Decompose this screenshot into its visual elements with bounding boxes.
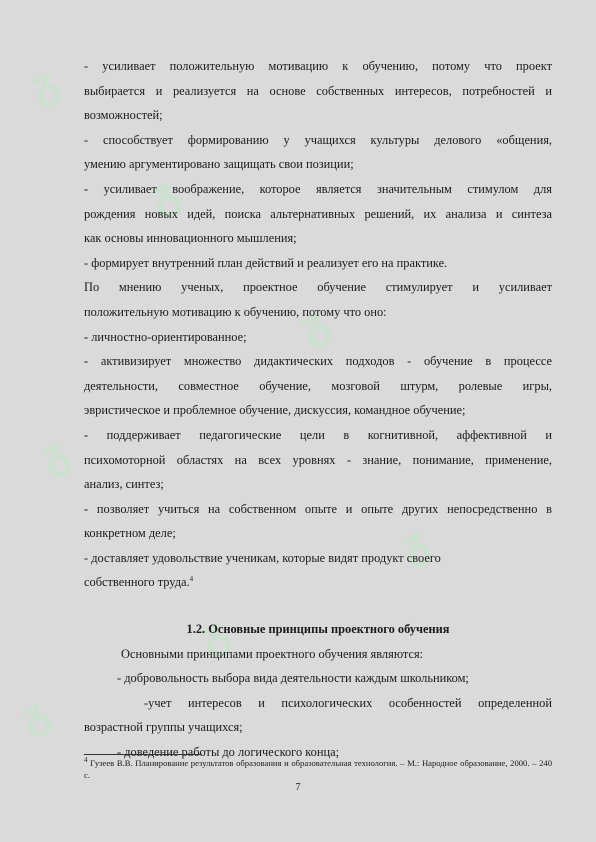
paragraph: - доставляет удовольствие ученикам, которые видят продукт своего <box>84 550 441 565</box>
paragraph: - доведение работы до логического конца; <box>117 745 340 760</box>
footnote-divider <box>84 754 202 755</box>
paragraph: рождения новых идей, поиска альтернативных решений, их анализа и синтеза <box>84 206 552 221</box>
paragraph: Основными принципами проектного обучения являются: <box>121 646 424 661</box>
watermark-logo: ᵹ <box>139 166 187 223</box>
watermark-logo: ᵹ <box>19 56 67 113</box>
paragraph: - способствует формированию у учащихся культуры делового «общения, <box>84 132 552 147</box>
paragraph: конкретном деле; <box>84 526 176 541</box>
paragraph: эвристическое и проблемное обучение, дискуссия, командное обучение; <box>84 403 466 418</box>
paragraph-text: собственного труда. <box>84 575 190 590</box>
paragraph: - активизирует множество дидактических подходов - обучение в процессе <box>84 354 552 369</box>
paragraph: выбирается и реализуется на основе собственных интересов, потребностей и <box>84 83 552 98</box>
footnote-text: Гузеев В.В. Планирование результатов образования и образовательная технология. – М.: Народное образование, 2000. – 240 с. <box>84 758 552 780</box>
watermark-logo: ᵹ <box>389 516 437 573</box>
paragraph: -учет интересов и психологических особенностей определенной <box>144 695 552 710</box>
watermark-logo: ᵹ <box>189 606 237 663</box>
paragraph: анализ, синтез; <box>84 477 164 492</box>
page-number: 7 <box>295 782 301 793</box>
footnote <box>84 757 552 781</box>
paragraph: как основы инновационного мышления; <box>84 231 297 246</box>
paragraph: умению аргументировано защищать свои позиции; <box>84 157 354 172</box>
paragraph: - добровольность выбора вида деятельности каждым школьником; <box>117 671 469 686</box>
paragraph: возможностей; <box>84 108 163 123</box>
paragraph: деятельности, совместное обучение, мозговой штурм, ролевые игры, <box>84 378 552 393</box>
paragraph: - формирует внутренний план действий и реализует его на практике. <box>84 255 448 270</box>
paragraph: психомоторной областях на всех уровнях - знание, понимание, применение, <box>84 452 552 467</box>
paragraph: По мнению ученых, проектное обучение стимулирует и усиливает <box>84 280 552 295</box>
footnote-marker: 4 <box>84 756 88 765</box>
paragraph: - личностно-ориентированное; <box>84 329 247 344</box>
paragraph: возрастной группы учащихся; <box>84 720 243 735</box>
watermark-logo: ᵹ <box>9 686 57 743</box>
watermark-logo: ᵹ <box>289 296 337 353</box>
watermark-logo: ᵹ <box>29 426 77 483</box>
paragraph: - усиливает положительную мотивацию к обучению, потому что проект <box>84 59 552 73</box>
footnote-reference[interactable]: 4 <box>189 575 194 584</box>
paragraph <box>84 570 552 595</box>
section-heading: 1.2. Основные принципы проектного обучения <box>186 622 450 637</box>
paragraph: - усиливает воображение, которое является значительным стимулом для <box>84 181 552 196</box>
paragraph: - позволяет учиться на собственном опыте и опыте других непосредственно в <box>84 501 552 516</box>
body-text <box>84 54 552 765</box>
paragraph: положительную мотивацию к обучению, потому что оно: <box>84 304 387 319</box>
paragraph: - поддерживает педагогические цели в когнитивной, аффективной и <box>84 427 552 442</box>
